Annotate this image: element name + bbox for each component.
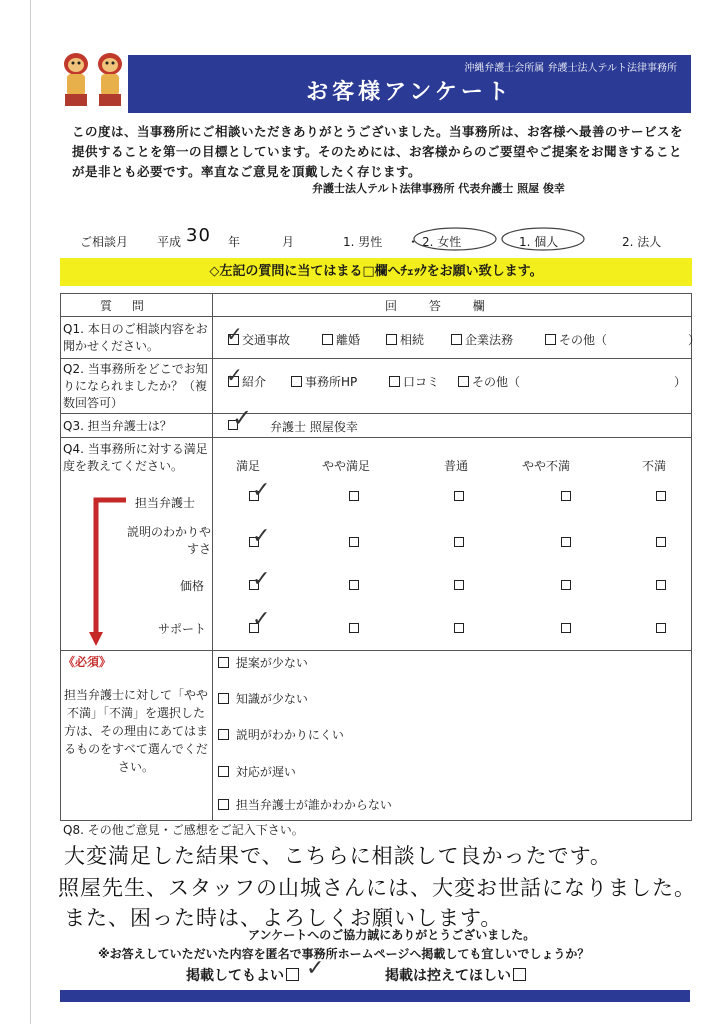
rating-checkbox[interactable] bbox=[656, 623, 666, 633]
rating-checkbox[interactable] bbox=[454, 623, 464, 633]
reason-unclear-explanation[interactable]: 説明がわかりにくい bbox=[218, 726, 344, 743]
reason-unknown-lawyer[interactable]: 担当弁護士が誰かわからない bbox=[218, 796, 392, 813]
q8-label: Q8. その他ご意見・ご感想をご記入下さい。 bbox=[63, 823, 304, 837]
q3-answer: 弁護士 照屋俊幸 bbox=[270, 420, 358, 434]
q1-border bbox=[60, 358, 692, 359]
required-tag: 《必須》 bbox=[63, 655, 112, 669]
q2-other-close: ） bbox=[674, 375, 687, 389]
shisa-mascot-icon bbox=[62, 50, 90, 108]
header-subtitle: 沖縄弁護士会所属 弁護士法人テルト法律事務所 bbox=[464, 63, 677, 74]
rating-checkbox[interactable] bbox=[656, 580, 666, 590]
rating-checkbox[interactable] bbox=[349, 623, 359, 633]
publish-ng-option[interactable]: 掲載は控えてほしい bbox=[385, 965, 529, 985]
option-male[interactable]: 1. 男性 bbox=[343, 235, 383, 249]
option-corporate[interactable]: 2. 法人 bbox=[622, 235, 662, 249]
q2-option-word-of-mouth[interactable]: 口コミ bbox=[389, 373, 439, 390]
rating-checkbox[interactable] bbox=[349, 580, 359, 590]
checkmark-icon: ✓ bbox=[252, 524, 271, 549]
checkmark-icon: ✓ bbox=[226, 363, 243, 387]
q3-text: Q3. 担当弁護士は？ bbox=[63, 419, 172, 433]
scale-dissatisfied: 不満 bbox=[642, 459, 667, 473]
q4-text: Q4. 当事務所に対する満足度を教えてください。 bbox=[63, 442, 208, 473]
row-price: 価格 bbox=[180, 579, 205, 593]
page-title: お客様アンケート bbox=[306, 80, 513, 105]
table-mid-border bbox=[212, 293, 213, 820]
checkmark-icon: ✓ bbox=[232, 404, 253, 432]
column-question: 質 問 bbox=[100, 299, 152, 313]
female-circle-mark bbox=[412, 226, 498, 252]
q2-option-website[interactable]: 事務所HP bbox=[291, 373, 357, 390]
signature: 弁護士法人テルト法律事務所 代表弁護士 照屋 俊幸 bbox=[312, 182, 565, 195]
q1-option-corporate[interactable]: 企業法務 bbox=[451, 331, 513, 348]
q1-other-close: ） bbox=[688, 333, 701, 347]
table-top-border bbox=[60, 293, 692, 294]
table-header-border bbox=[60, 316, 692, 317]
q4-border bbox=[60, 650, 692, 651]
red-arrow-icon bbox=[88, 494, 128, 654]
row-support: サポート bbox=[158, 622, 207, 636]
table-left-border bbox=[60, 293, 61, 820]
scale-somewhat-dissatisfied: やや不満 bbox=[522, 459, 571, 473]
scale-satisfied: 満足 bbox=[236, 459, 261, 473]
row-lawyer: 担当弁護士 bbox=[135, 496, 196, 510]
q1-option-other[interactable]: その他（ bbox=[545, 331, 607, 348]
rating-checkbox[interactable] bbox=[349, 491, 359, 501]
year-label: 年 bbox=[228, 235, 241, 249]
required-border bbox=[60, 820, 692, 821]
era-label: 平成 bbox=[157, 235, 182, 249]
option-female[interactable]: 2. 女性 bbox=[422, 235, 462, 249]
q1-text: Q1. 本日のご相談内容をお聞かせください。 bbox=[63, 322, 208, 353]
q2-border bbox=[60, 413, 692, 414]
rating-checkbox[interactable] bbox=[454, 537, 464, 547]
q1-option-divorce[interactable]: 離婚 bbox=[322, 331, 360, 348]
q2-text: Q2. 当事務所をどこでお知りになられましたか？（複数回答可） bbox=[63, 362, 208, 410]
q3-border bbox=[60, 437, 692, 438]
thanks-text: アンケートへのご協力誠にありがとうございました。 bbox=[248, 928, 536, 942]
scale-neutral: 普通 bbox=[444, 459, 469, 473]
month-unit: 月 bbox=[282, 235, 295, 249]
required-text: 担当弁護士に対して「やや不満」「不満」を選択した方は、その理由にあてはまるものをすべて選んでください。 bbox=[63, 688, 208, 774]
header-bar bbox=[128, 55, 691, 113]
handwritten-comment-line: 照屋先生、スタッフの山城さんには、大変お世話になりました。 bbox=[58, 876, 696, 900]
q2-option-other[interactable]: その他（ bbox=[458, 373, 520, 390]
reason-slow-response[interactable]: 対応が遅い bbox=[218, 763, 296, 780]
scale-somewhat-satisfied: やや満足 bbox=[322, 459, 371, 473]
rating-checkbox[interactable] bbox=[561, 623, 571, 633]
publish-question: ※お答えしていただいた内容を匿名で事務所ホームページへ掲載しても宜しいでしょうか？ bbox=[98, 947, 590, 961]
individual-circle-mark bbox=[500, 226, 586, 252]
q1-option-traffic[interactable]: 交通事故 bbox=[228, 331, 290, 348]
intro-text: この度は、当事務所にご相談いただきありがとうございました。当事務所は、お客様へ最善のサービスを提供することを第一の目標としています。そのためには、お客様からのご要望やご提案をお聞きすることが是非とも必要です。率直なご意見を頂戴したく存じます。 bbox=[72, 124, 684, 179]
instruction-banner: ◇左記の質問に当てはまる□欄へﾁｪｯｸをお願い致します。 bbox=[60, 258, 692, 286]
rating-checkbox[interactable] bbox=[561, 580, 571, 590]
rating-checkbox[interactable] bbox=[656, 491, 666, 501]
q1-option-inheritance[interactable]: 相続 bbox=[386, 331, 424, 348]
column-answer: 回 答 欄 bbox=[385, 299, 499, 313]
rating-checkbox[interactable] bbox=[561, 491, 571, 501]
shisa-mascot-icon bbox=[96, 50, 124, 108]
row-clarity: 説明のわかりやすさ bbox=[127, 525, 212, 556]
rating-checkbox[interactable] bbox=[454, 580, 464, 590]
rating-checkbox[interactable] bbox=[454, 491, 464, 501]
handwritten-comment-line: 大変満足した結果で、こちらに相談して良かったです。 bbox=[64, 844, 612, 868]
rating-checkbox[interactable] bbox=[561, 537, 571, 547]
publish-ok-option[interactable]: 掲載してもよい bbox=[186, 965, 302, 985]
checkmark-icon: ✓ bbox=[252, 567, 271, 592]
separator-dot: ・ bbox=[407, 235, 420, 249]
year-value: 30 bbox=[186, 225, 211, 246]
rating-checkbox[interactable] bbox=[349, 537, 359, 547]
handwritten-comment-line: また、困った時は、よろしくお願いします。 bbox=[64, 906, 503, 930]
option-individual[interactable]: 1. 個人 bbox=[519, 235, 559, 249]
q2-option-referral[interactable]: 紹介 bbox=[228, 373, 266, 390]
reason-few-proposals[interactable]: 提案が少ない bbox=[218, 654, 308, 671]
reason-little-knowledge[interactable]: 知識が少ない bbox=[218, 690, 308, 707]
checkmark-icon: ✓ bbox=[252, 607, 271, 632]
checkmark-icon: ✓ bbox=[226, 322, 243, 346]
table-right-border bbox=[691, 293, 692, 820]
consult-month-label: ご相談月 bbox=[80, 235, 129, 249]
rating-checkbox[interactable] bbox=[656, 537, 666, 547]
checkmark-icon: ✓ bbox=[252, 478, 271, 503]
margin-line bbox=[30, 0, 31, 1024]
checkmark-icon: ✓ bbox=[306, 956, 325, 981]
footer-bar bbox=[60, 990, 690, 1002]
